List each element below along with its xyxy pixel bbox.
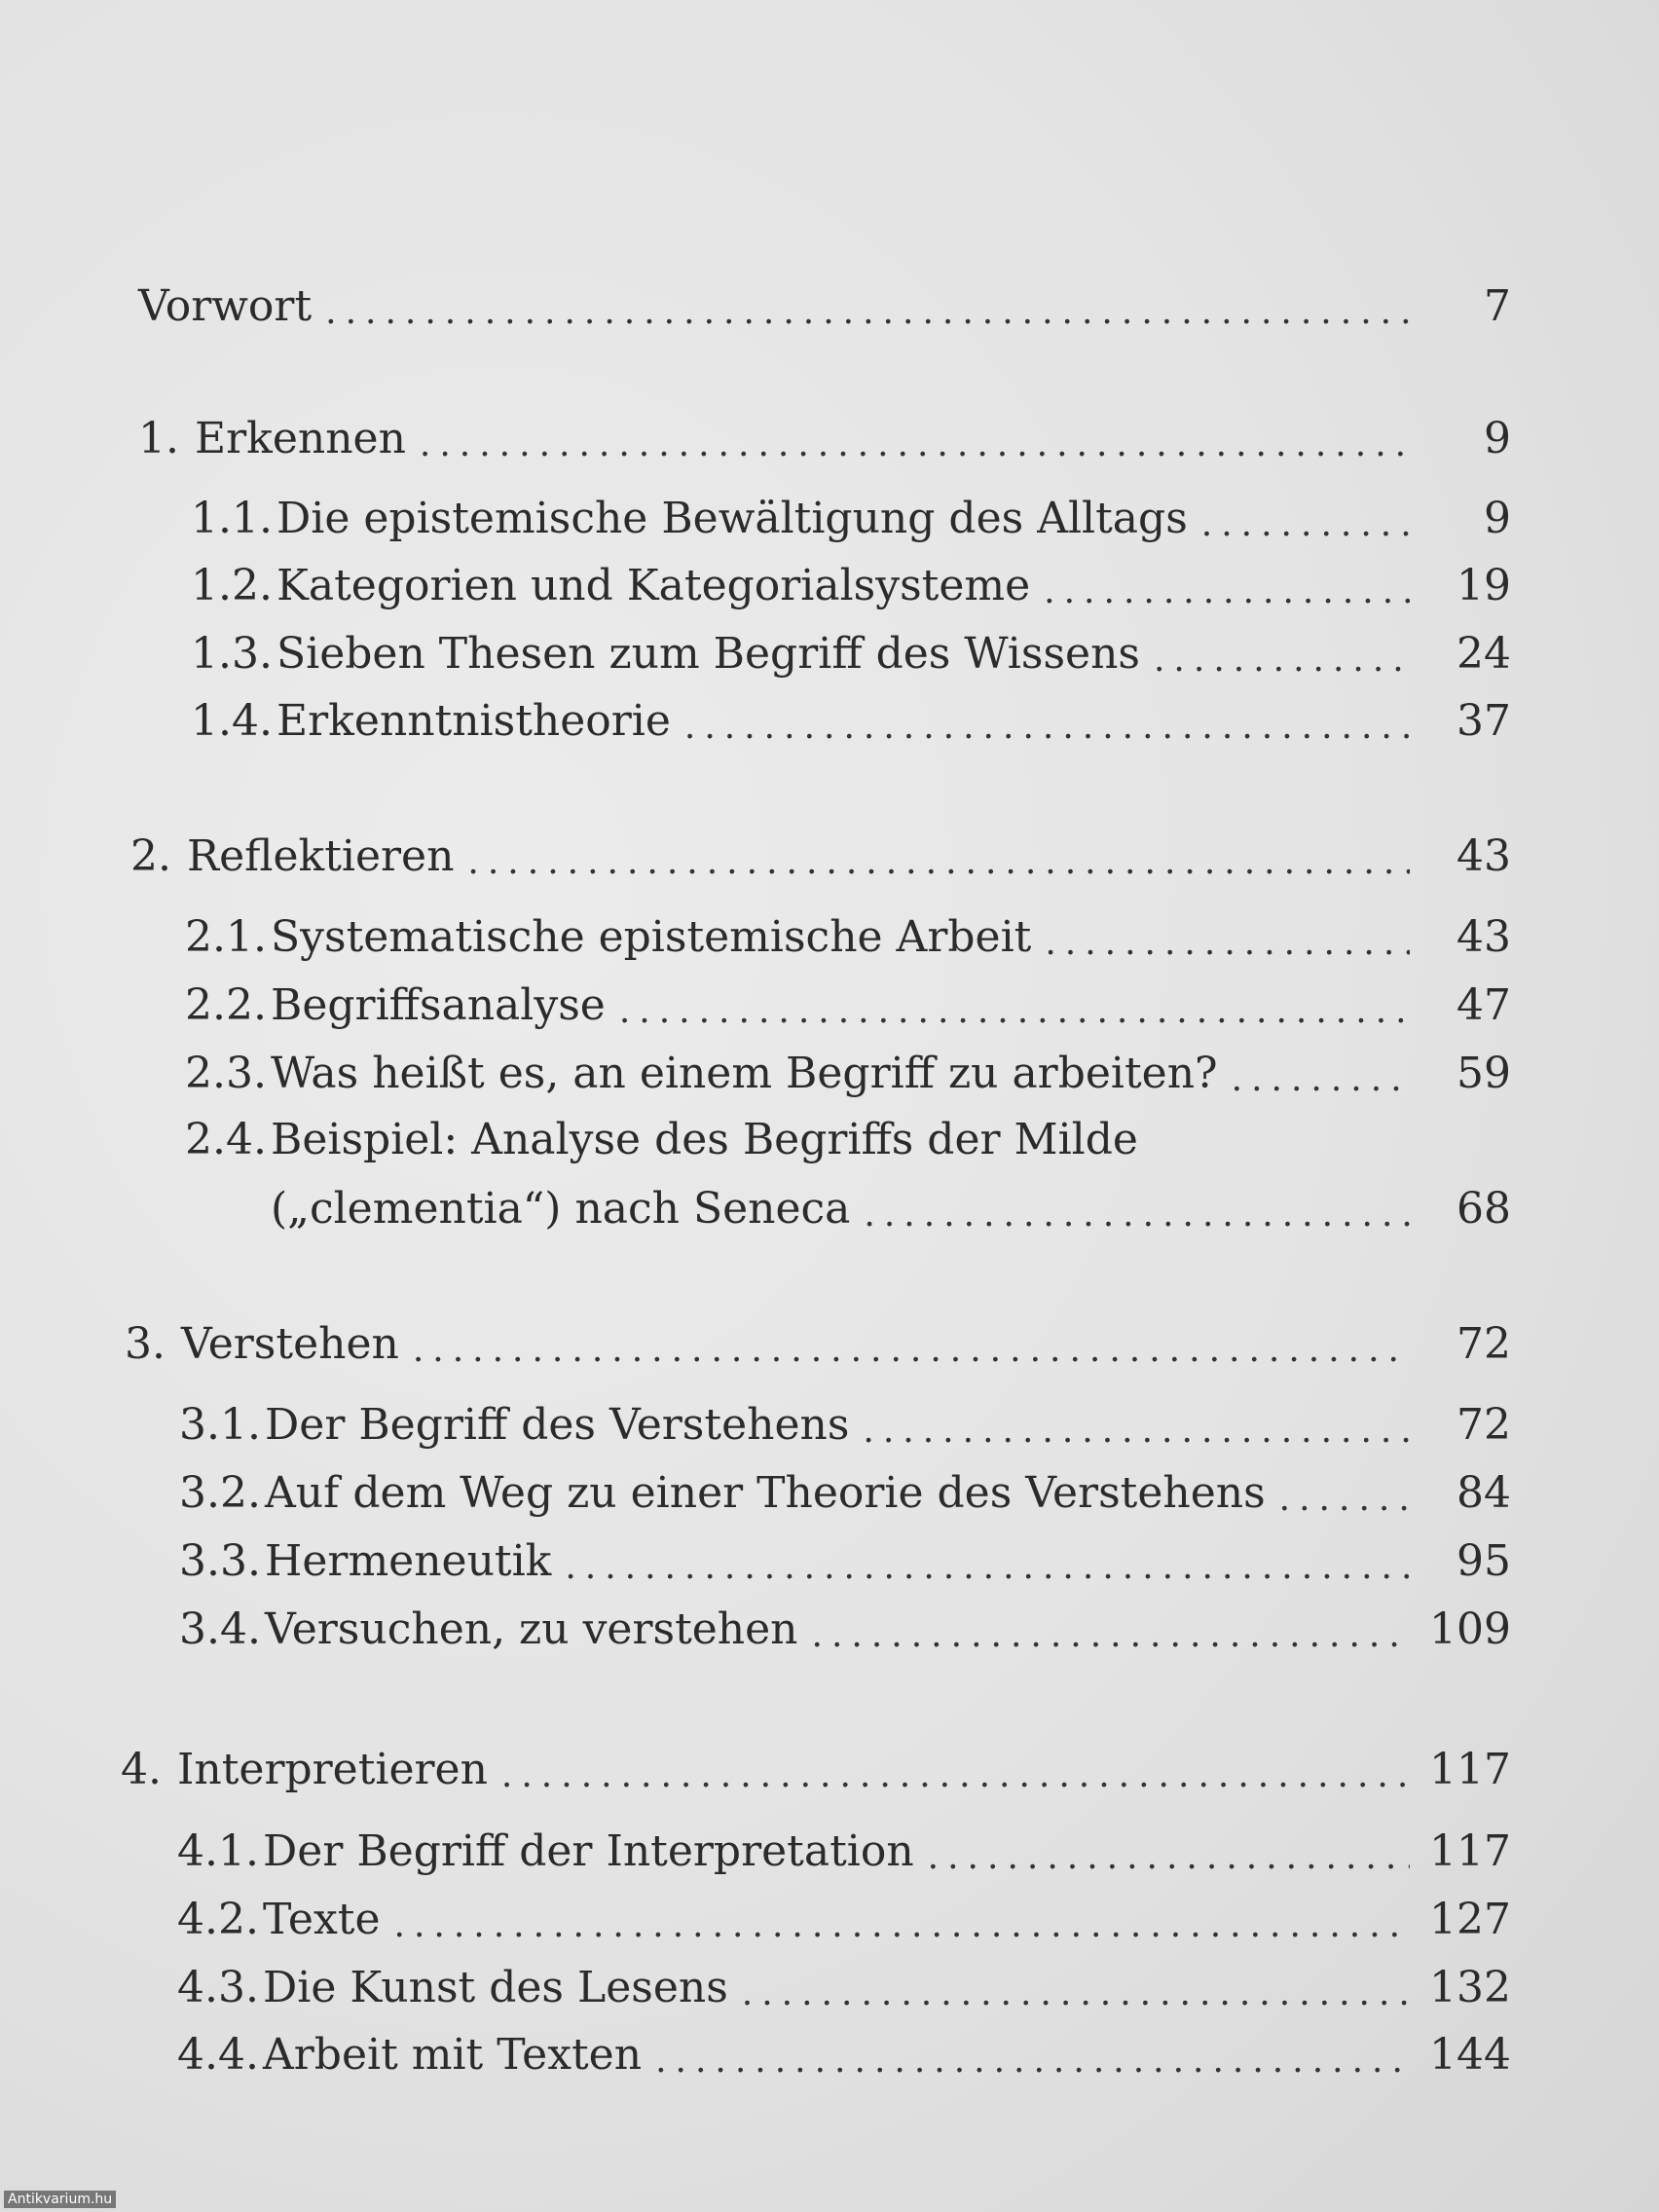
leader-dots [1232, 1056, 1410, 1103]
section-number: 1.4. [191, 696, 273, 746]
leader-dots [1154, 637, 1410, 683]
section-title: Beispiel: Analyse des Begriffs der Milde [271, 1115, 1138, 1164]
leader-dots [863, 1408, 1410, 1455]
leader-dots [742, 1971, 1410, 2017]
page-number: 19 [1456, 561, 1511, 610]
section-number: 1.3. [191, 629, 273, 679]
page-number: 117 [1429, 1826, 1511, 1876]
page-number: 72 [1456, 1400, 1511, 1450]
chapter-title: Interpretieren [177, 1745, 488, 1794]
toc-entry-vorwort [138, 277, 1511, 336]
section-title: Systematische epistemische Arbeit [271, 912, 1032, 962]
section-number: 2.2. [185, 980, 267, 1030]
chapter-title: Erkennen [195, 414, 406, 463]
leader-dots [619, 988, 1410, 1035]
toc-section-2-3 [185, 1045, 1511, 1103]
section-title: Begriffsanalyse [271, 980, 606, 1030]
section-title: Was heißt es, an einem Begriff zu arbeiten? [271, 1049, 1218, 1098]
page-number: 7 [1484, 281, 1511, 331]
page-number: 132 [1429, 1963, 1511, 2012]
section-title: Die epistemische Bewältigung des Alltags [276, 494, 1188, 543]
page-number: 109 [1429, 1604, 1511, 1654]
section-number: 3.1. [179, 1400, 261, 1450]
toc-section-1-3 [191, 625, 1511, 683]
page-number: 24 [1456, 629, 1511, 679]
section-number: 3.4. [179, 1604, 261, 1654]
section-number: 4.4. [177, 2030, 259, 2080]
section-number: 4.3. [177, 1963, 259, 2012]
page-number: 95 [1456, 1536, 1511, 1586]
section-title: Texte [263, 1895, 381, 1944]
page-number: 37 [1456, 696, 1511, 746]
section-number: 3.3. [179, 1536, 261, 1586]
page-number: 117 [1429, 1745, 1511, 1794]
page-number: 9 [1484, 494, 1511, 543]
toc-section-3-3 [179, 1532, 1511, 1591]
leader-dots [565, 1544, 1410, 1591]
toc-section-3-2 [179, 1464, 1511, 1523]
page-number: 9 [1484, 414, 1511, 463]
toc-section-4-3 [177, 1959, 1511, 2017]
toc-section-2-4-line2 [271, 1180, 1511, 1238]
section-title: Kategorien und Kategorialsysteme [276, 561, 1031, 610]
leader-dots [1045, 920, 1410, 967]
leader-dots [1044, 569, 1410, 615]
toc-section-1-4 [191, 692, 1511, 751]
page-number: 127 [1429, 1895, 1511, 1944]
section-title: Die Kunst des Lesens [263, 1963, 728, 2012]
toc-section-4-2 [177, 1891, 1511, 1949]
page-number: 47 [1456, 980, 1511, 1030]
section-number: 4.2. [177, 1895, 259, 1944]
leader-dots [501, 1752, 1410, 1799]
leader-dots [413, 1327, 1410, 1374]
page-number: 84 [1456, 1468, 1511, 1518]
toc-chapter-4 [121, 1741, 1511, 1799]
leader-dots [684, 704, 1410, 751]
section-title: Sieben Thesen zum Begriff des Wissens [276, 629, 1140, 679]
leader-dots [1201, 501, 1410, 548]
toc-chapter-2 [130, 828, 1511, 886]
toc-section-2-1 [185, 908, 1511, 967]
toc-chapter-1 [138, 410, 1511, 468]
section-number: 4.1. [177, 1826, 259, 1876]
toc-section-3-1 [179, 1396, 1511, 1455]
leader-dots [467, 839, 1410, 886]
chapter-number: 2. [130, 831, 171, 881]
chapter-number: 1. [138, 414, 179, 463]
leader-dots [420, 422, 1410, 468]
section-number: 3.2. [179, 1468, 261, 1518]
section-title: Der Begriff des Verstehens [265, 1400, 850, 1450]
toc-section-2-4-line1 [185, 1111, 1138, 1169]
page-number: 43 [1456, 831, 1511, 881]
leader-dots [394, 1902, 1410, 1949]
chapter-title: Reflektieren [187, 831, 455, 881]
section-number: 2.4. [185, 1115, 267, 1164]
toc-section-4-1 [177, 1823, 1511, 1881]
section-title: Der Begriff der Interpretation [263, 1826, 914, 1876]
toc-section-3-4 [179, 1601, 1511, 1659]
section-number: 2.3. [185, 1049, 267, 1098]
entry-title: Vorwort [138, 281, 313, 331]
watermark: Antikvarium.hu [4, 2191, 116, 2208]
section-title: Erkenntnistheorie [276, 696, 671, 746]
section-title: Hermeneutik [265, 1536, 552, 1586]
section-title: Arbeit mit Texten [263, 2030, 643, 2080]
toc-section-1-2 [191, 557, 1511, 615]
section-title: Auf dem Weg zu einer Theorie des Verstehens [265, 1468, 1266, 1518]
section-number: 2.1. [185, 912, 267, 962]
leader-dots [928, 1834, 1410, 1881]
section-title-continued: („clementia“) nach Seneca [271, 1184, 851, 1234]
section-number: 1.1. [191, 494, 273, 543]
chapter-number: 3. [125, 1319, 166, 1369]
leader-dots [655, 2038, 1410, 2084]
toc-chapter-3 [125, 1315, 1511, 1374]
page-number: 68 [1456, 1184, 1511, 1234]
page-number: 43 [1456, 912, 1511, 962]
toc-section-2-2 [185, 977, 1511, 1035]
toc-section-4-4 [177, 2026, 1511, 2084]
section-number: 1.2. [191, 561, 273, 610]
leader-dots [812, 1612, 1410, 1659]
leader-dots [864, 1192, 1410, 1238]
toc-section-1-1 [191, 490, 1511, 548]
leader-dots [1279, 1476, 1410, 1523]
page-number: 59 [1456, 1049, 1511, 1098]
section-title: Versuchen, zu verstehen [265, 1604, 798, 1654]
leader-dots [325, 289, 1410, 336]
page-number: 72 [1456, 1319, 1511, 1369]
chapter-number: 4. [121, 1745, 162, 1794]
page-number: 144 [1429, 2030, 1511, 2080]
chapter-title: Verstehen [181, 1319, 399, 1369]
